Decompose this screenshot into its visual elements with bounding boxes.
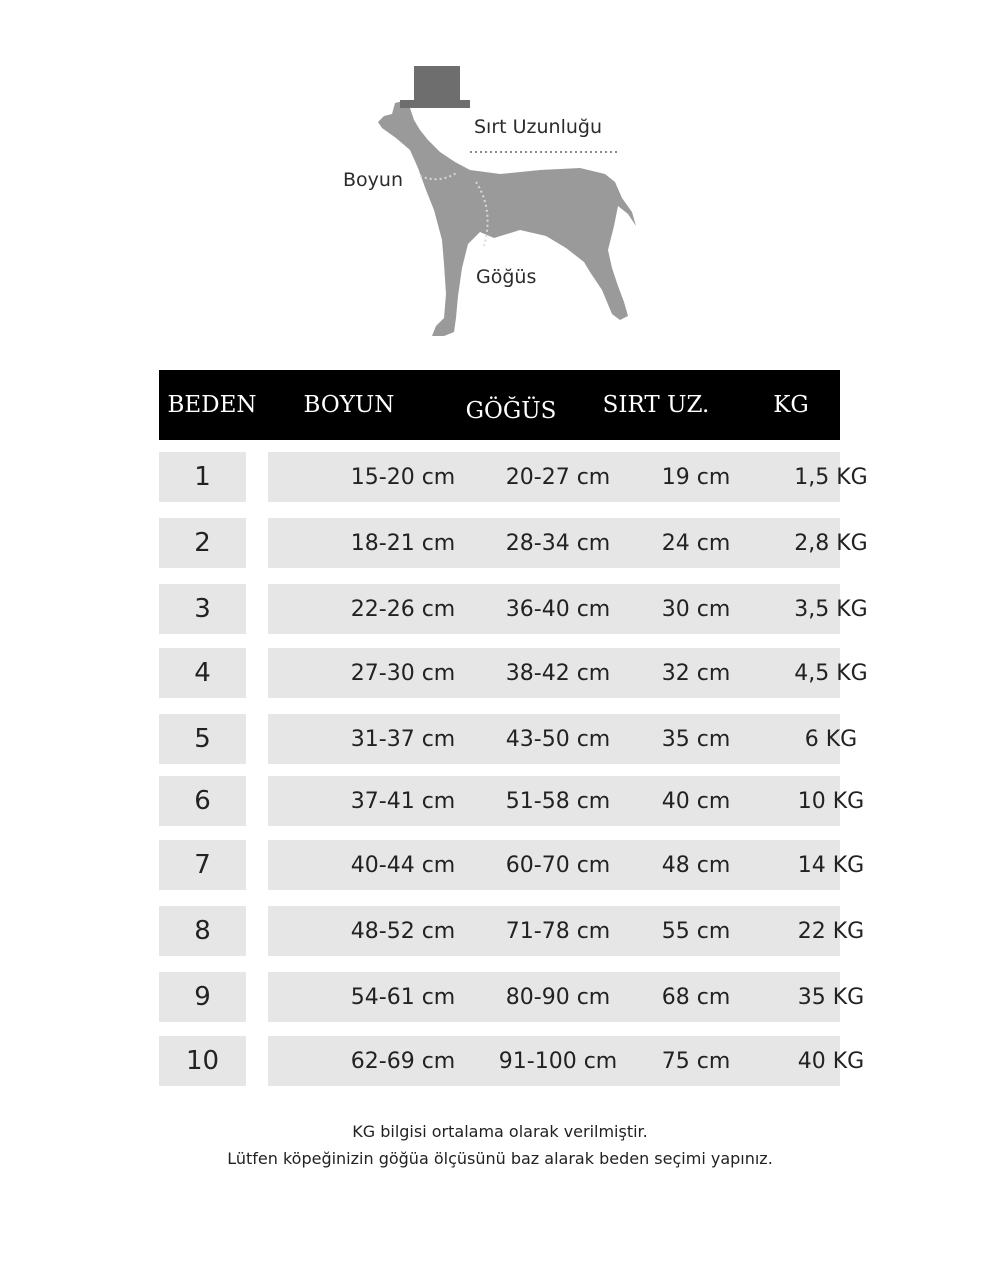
weight-value: 10 KG: [797, 789, 865, 814]
chest-value: 91-100 cm: [498, 1049, 618, 1074]
back-length-value: 48 cm: [661, 853, 731, 878]
measurements-cell: [268, 1036, 865, 1086]
size-cell: 8: [159, 906, 246, 956]
neck-value: 27-30 cm: [350, 661, 456, 686]
back-length-value: 24 cm: [661, 531, 731, 556]
size-table-header: [159, 370, 840, 440]
neck-value: 62-69 cm: [350, 1049, 456, 1074]
neck-value: 40-44 cm: [350, 853, 456, 878]
back-length-value: 55 cm: [661, 919, 731, 944]
size-cell: 4: [159, 648, 246, 698]
chest-value: 71-78 cm: [505, 919, 611, 944]
size-cell: 7: [159, 840, 246, 890]
weight-value: 6 KG: [804, 727, 858, 752]
weight-value: 3,5 KG: [794, 597, 868, 622]
note-line-2: Lütfen köpeğinizin göğüa ölçüsünü baz alarak beden seçimi yapınız.: [227, 1149, 773, 1168]
chest-value: 80-90 cm: [505, 985, 611, 1010]
size-cell: 3: [159, 584, 246, 634]
size-cell: 5: [159, 714, 246, 764]
size-cell: 1: [159, 452, 246, 502]
chest-value: 20-27 cm: [505, 465, 611, 490]
table-row: [159, 648, 868, 698]
header-back-length: SIRT UZ.: [602, 392, 710, 418]
neck-value: 54-61 cm: [350, 985, 456, 1010]
back-length-value: 40 cm: [661, 789, 731, 814]
dog-silhouette-icon: [0, 0, 1000, 360]
header-size: BEDEN: [167, 392, 257, 418]
back-length-value: 32 cm: [661, 661, 731, 686]
measurements-cell: [268, 452, 868, 502]
weight-value: 22 KG: [797, 919, 865, 944]
weight-value: 14 KG: [797, 853, 865, 878]
chest-label: Göğüs: [476, 266, 537, 288]
size-cell: 2: [159, 518, 246, 568]
neck-value: 31-37 cm: [350, 727, 456, 752]
table-row: [159, 840, 865, 890]
neck-value: 48-52 cm: [350, 919, 456, 944]
neck-value: 18-21 cm: [350, 531, 456, 556]
weight-value: 1,5 KG: [794, 465, 868, 490]
back-length-label: Sırt Uzunluğu: [474, 116, 603, 138]
weight-value: 2,8 KG: [794, 531, 868, 556]
size-cell: 6: [159, 776, 246, 826]
chest-value: 51-58 cm: [505, 789, 611, 814]
size-cell: 10: [159, 1036, 246, 1086]
chest-value: 43-50 cm: [505, 727, 611, 752]
hat-brim: [400, 100, 470, 108]
neck-value: 37-41 cm: [350, 789, 456, 814]
header-chest: GÖĞÜS: [465, 398, 557, 424]
back-length-value: 19 cm: [661, 465, 731, 490]
header-neck: BOYUN: [303, 392, 395, 418]
weight-value: 4,5 KG: [794, 661, 868, 686]
table-row: [159, 714, 858, 764]
measurements-cell: [268, 648, 868, 698]
dog-measurement-diagram: [0, 0, 1000, 360]
neck-value: 15-20 cm: [350, 465, 456, 490]
weight-value: 35 KG: [797, 985, 865, 1010]
measurements-cell: [268, 972, 865, 1022]
measurements-cell: [268, 518, 868, 568]
measurements-cell: [268, 714, 858, 764]
chest-value: 28-34 cm: [505, 531, 611, 556]
table-row: [159, 776, 865, 826]
footnotes: [0, 1118, 1000, 1172]
back-length-value: 75 cm: [661, 1049, 731, 1074]
neck-label: Boyun: [343, 169, 403, 191]
size-cell: 9: [159, 972, 246, 1022]
measurements-cell: [268, 584, 868, 634]
back-length-value: 68 cm: [661, 985, 731, 1010]
table-row: [159, 1036, 865, 1086]
back-length-value: 30 cm: [661, 597, 731, 622]
header-weight: KG: [773, 392, 809, 418]
chest-value: 38-42 cm: [505, 661, 611, 686]
back-length-value: 35 cm: [661, 727, 731, 752]
table-row: [159, 906, 865, 956]
note-line-1: KG bilgisi ortalama olarak verilmiştir.: [352, 1122, 648, 1141]
weight-value: 40 KG: [797, 1049, 865, 1074]
neck-value: 22-26 cm: [350, 597, 456, 622]
table-row: [159, 518, 868, 568]
measurements-cell: [268, 840, 865, 890]
chest-value: 36-40 cm: [505, 597, 611, 622]
measurements-cell: [268, 906, 865, 956]
table-row: [159, 972, 865, 1022]
table-row: [159, 584, 868, 634]
table-row: [159, 452, 868, 502]
measurements-cell: [268, 776, 865, 826]
chest-value: 60-70 cm: [505, 853, 611, 878]
